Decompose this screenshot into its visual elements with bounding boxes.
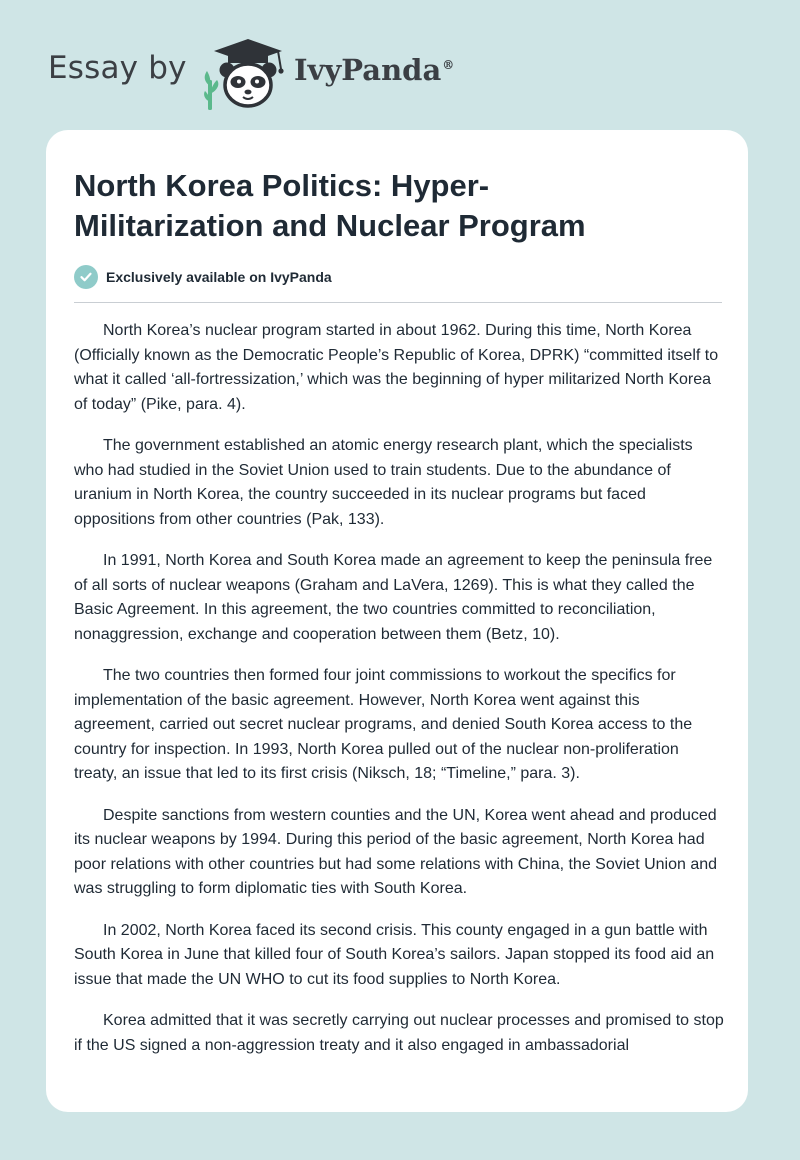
essay-title: North Korea Politics: Hyper-Militarization and Nuclear Program: [74, 168, 586, 243]
brand-name-text: IvyPanda: [294, 53, 442, 87]
essay-card: [46, 130, 748, 1112]
essay-paragraph: In 1991, North Korea and South Korea made an agreement to keep the peninsula free of all sorts of nuclear weapons (Graham and LaVera, 1269). This is what they called the Basic Agreement. In this agreement, the two countries committed to reconciliation, nonaggression, exchange and cooperation between them (Betz, 10).: [74, 552, 713, 643]
exclusive-badge: [74, 264, 332, 290]
essay-paragraph: Korea admitted that it was secretly carrying out nuclear processes and promised to stop if the US signed a non-aggression treaty and it also engaged in ambassadorial: [74, 1012, 724, 1054]
panda-logo-icon[interactable]: [202, 36, 292, 112]
title-divider: [74, 302, 722, 303]
essay-by-label: Essay by: [48, 50, 187, 86]
essay-paragraph: Despite sanctions from western counties and the UN, Korea went ahead and produced its nuclear weapons by 1994. During this period of the basic agreement, North Korea had poor relations with other countries but had some relations with China, the Soviet Union and was struggling to form diplomatic ties with South Korea.: [74, 806, 718, 897]
ivypanda-brand-name[interactable]: [294, 53, 454, 87]
essay-paragraph: In 2002, North Korea faced its second crisis. This county engaged in a gun battle with South Korea in June that killed four of South Korea’s sailors. Japan stopped its food aid an issue that made the UN WHO to cut its food supplies to North Korea.: [74, 921, 715, 988]
essay-body: [74, 319, 724, 1075]
essay-paragraph: The government established an atomic energy research plant, which the specialists who had studied in the Soviet Union used to train students. Due to the abundance of uranium in North Korea, the country succeeded in its nuclear programs but faced oppositions from other countries (Pak, 133).: [74, 437, 693, 528]
essay-paragraph: North Korea’s nuclear program started in about 1962. During this time, North Korea (Officially known as the Democratic People’s Republic of Korea, DPRK) “committed itself to what it called ‘all-fortressization,’ which was the beginning of hyper militarized North Korea of today” (Pike, para. 4).: [74, 322, 719, 413]
checkmark-icon: [74, 265, 98, 289]
registered-mark: ®: [442, 58, 455, 73]
essay-paragraph: The two countries then formed four joint commissions to workout the specifics for implementation of the basic agreement. However, North Korea went against this agreement, carried out secret nuclear programs, and denied South Korea access to the country for inspection. In 1993, North Korea pulled out of the nuclear non-proliferation treaty, an issue that led to its first crisis (Niksch, 18; “Timeline,” para. 3).: [74, 667, 693, 782]
site-header: [46, 34, 486, 114]
exclusive-label: Exclusively available on IvyPanda: [106, 269, 332, 285]
